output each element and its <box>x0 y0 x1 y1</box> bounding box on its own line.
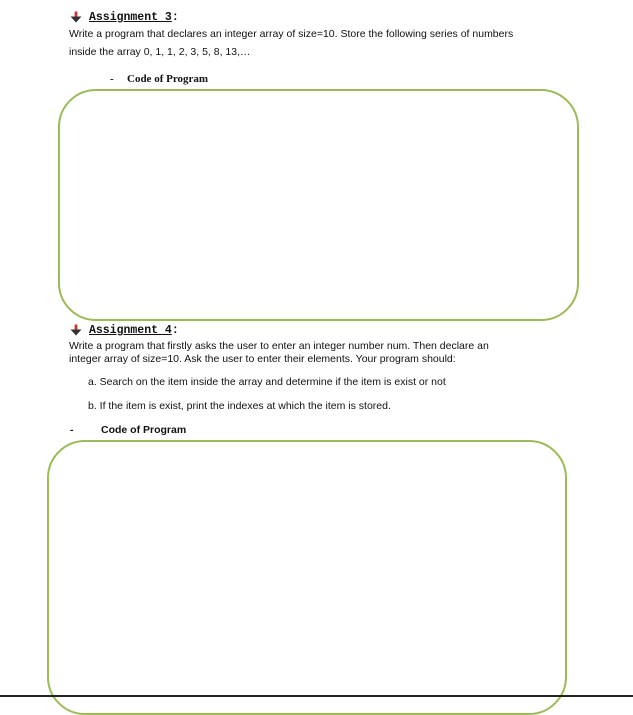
assignment-4-title: Assignment 4 <box>89 324 172 337</box>
heading-colon: : <box>171 324 179 337</box>
assignment-3-heading <box>89 11 179 25</box>
assignment-4-code-dash: - <box>70 424 74 436</box>
assignment-3-code-box[interactable] <box>58 89 579 321</box>
assignment-4-description-line-2: integer array of size=10. Ask the user to enter their elements. Your program should: <box>69 353 456 365</box>
assignment-4-item-b: b. If the item is exist, print the indexes at which the item is stored. <box>88 400 391 412</box>
assignment-4-code-label: Code of Program <box>101 424 187 436</box>
heading-colon: : <box>171 11 179 24</box>
arrow-down-bullet-icon <box>70 324 82 336</box>
assignment-4-heading <box>89 324 179 338</box>
assignment-3-code-dash: - <box>110 73 114 85</box>
assignment-3-title: Assignment 3 <box>89 11 172 24</box>
arrow-down-bullet-icon <box>70 11 82 23</box>
assignment-4-description-line-1: Write a program that firstly asks the user to enter an integer number num. Then declare an <box>69 340 489 352</box>
assignment-4-code-box[interactable] <box>47 440 567 715</box>
page-bottom-divider <box>0 695 633 697</box>
assignment-3-description-line-2: inside the array 0, 1, 1, 2, 3, 5, 8, 13,… <box>69 46 251 58</box>
assignment-4-item-a: a. Search on the item inside the array and determine if the item is exist or not <box>88 376 446 388</box>
assignment-3-code-label: Code of Program <box>127 73 209 85</box>
assignment-3-description-line-1: Write a program that declares an integer array of size=10. Store the following series of numbers <box>69 28 514 40</box>
